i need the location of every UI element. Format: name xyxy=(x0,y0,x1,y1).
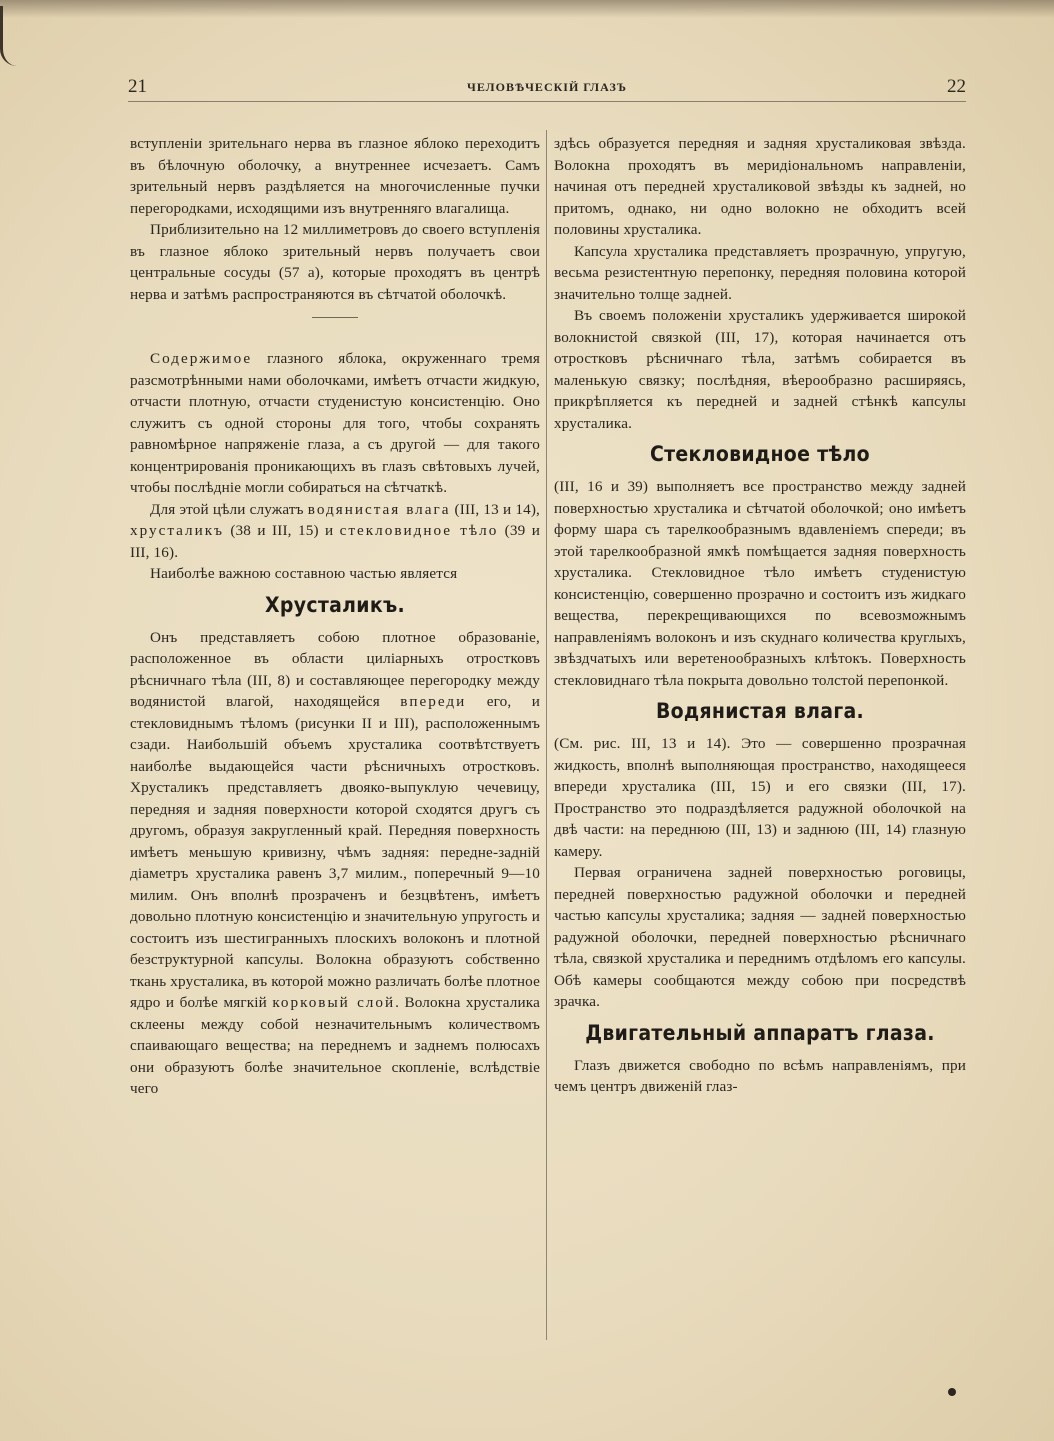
emphasis: корковый слой xyxy=(272,994,396,1011)
paragraph: Первая ограничена задней поверхностью роговицы, передней поверхностью радужной оболочки и передней частью капсулы хрусталика; задняя — задней поверхностью радужной оболочки, передней поверхностью рѣсничнаго тѣла, связкой хрусталика и переднимъ отдѣломъ его капсулы. Обѣ камеры сообщаются между собою при посредствѣ зрачка. xyxy=(554,864,966,1010)
page-header xyxy=(128,74,966,104)
text: Онъ представляетъ собою плотное образованіе, расположенное въ области циліарныхъ отростковъ рѣсничнаго тѣла (III, 8) и составляющее перегородку между водянистой влагой, находящейся xyxy=(130,628,540,710)
emphasis: хрусталикъ xyxy=(130,522,224,539)
ink-spot xyxy=(948,1388,956,1396)
paragraph: Капсула хрусталика представляетъ прозрачную, упругую, весьма резистентную перепонку, передняя половина которой значительно толще задней. xyxy=(554,242,966,303)
paragraph xyxy=(130,348,540,499)
emphasis: водянистая влага xyxy=(307,500,451,518)
text: (38 и III, 15) и xyxy=(223,522,340,539)
paragraph xyxy=(130,499,540,564)
paragraph: (III, 16 и 39) выполняетъ все пространство между задней поверхностью хрусталика и сѣтчатой оболочкой; оно имѣетъ форму шара съ тарелкообразнымъ вдавленіемъ спереди; въ этой тарелкообразной ямкѣ помѣщается задняя поверхность хрусталика. Стекловидное тѣло имѣетъ студенистую консистенцію, совершенно прозрачно и состоитъ изъ жидкаго вещества, перекрещивающихся по всевозможнымъ направленіямъ волоконъ и изъ скуднаго количества круглыхъ, звѣздчатыхъ или веретенообразныхъ клѣтокъ. Поверхность стекловиднаго тѣла покрыта довольно толстой перепонкой. xyxy=(554,478,966,689)
emphasis: стекловидное тѣло xyxy=(339,522,499,539)
text: его, и стекловиднымъ тѣломъ (рисунки II и III), расположеннымъ сзади. Наибольшій объемъ хрусталика соотвѣтствуетъ наиболѣе выдающейся части рѣсничныхъ отростковъ. Хрусталикъ представляетъ двояко-выпуклую чечевицу, передняя и задняя поверхности которой сходятся другъ съ другомъ, образуя закругленный край. Передняя поверхность имѣетъ меньшую кривизну, чѣмъ задняя: передне-задній діаметръ хрусталика равенъ 3,7 милим., поперечный 9—10 милим. Онъ вполнѣ прозраченъ и безцвѣтенъ, имѣетъ довольно плотную консистенцію и значительную упругость и состоитъ изъ шестигранныхъ плоскихъ волоконъ и плотной безструктурной капсулы. Волокна образуютъ собственно ткань хрусталика, въ которой можно различать болѣе плотное ядро и болѣе мягкій xyxy=(130,693,540,1011)
paragraph: (См. рис. III, 13 и 14). Это — совершенно прозрачная жидкость, вполнѣ выполняющая пространство, находящееся впереди хрусталика (III, 15) и его связки (III, 17). Пространство это подраздѣляется радужной оболочкой на двѣ части: на переднюю (III, 13) и заднюю (III, 14) глазную камеру. xyxy=(554,735,966,860)
text: (III, 13 и 14), xyxy=(450,500,540,518)
section-heading-motor: Двигательный аппаратъ глаза. xyxy=(585,1020,935,1045)
paragraph: вступленіи зрительнаго нерва въ глазное яблоко переходитъ въ бѣлочную оболочку, а внутреннее исчезаетъ. Самъ зрительный нервъ раздѣляется на многочисленные пучки перегородками, исходящими изъ внутренняго влагалища. xyxy=(130,135,540,217)
page-top-shadow xyxy=(0,0,1054,18)
paragraph: Глазъ движется свободно по всѣмъ направленіямъ, при чемъ центръ движеній глаз- xyxy=(554,1056,966,1095)
column-divider xyxy=(546,130,547,1340)
text: Для этой цѣли служатъ xyxy=(150,500,308,518)
paragraph: Приблизительно на 12 миллиметровъ до своего вступленія въ глазное яблоко зрительный нервъ получаетъ свои центральные сосуды (57 а), которые проходятъ въ центрѣ нерва и затѣмъ распространяются въ сѣтчатой оболочкѣ. xyxy=(130,221,540,303)
section-heading-lens: Хрусталикъ. xyxy=(265,592,405,617)
running-title: ЧЕЛОВѢЧЕСКІЙ ГЛАЗЪ xyxy=(467,80,627,94)
right-column xyxy=(554,133,966,1098)
paragraph: Наиболѣе важною составною частью является xyxy=(150,565,458,582)
section-rule xyxy=(312,317,358,318)
section-heading-aqueous: Водянистая влага. xyxy=(655,699,865,723)
text: глазного яблока, окруженнаго тремя разсмотрѣнными нами оболочками, имѣетъ отчасти жидкую, отчасти плотную, отчасти студенистую консистенцію. Оно служитъ съ одной стороны для того, чтобы сохранять равномѣрное напряженіе глаза, а съ другой — для такого концентрированія проникающихъ въ глазъ свѣтовыхъ лучей, чтобы послѣдніе могли собираться на сѣтчаткѣ. xyxy=(130,350,540,496)
left-column xyxy=(130,133,540,1100)
paragraph: здѣсь образуется передняя и задняя хрусталиковая звѣзда. Волокна проходятъ въ меридіональномъ направленіи, начиная отъ передней хрусталиковой звѣзды къ задней, но притомъ, однако, ни одно волокно не обходитъ всей половины хрусталика. xyxy=(554,135,966,238)
emphasis: впереди xyxy=(400,693,467,710)
text: . Волокна хрусталика склеены между собой незначительнымъ количествомъ спаивающаго вещества; на переднемъ и заднемъ полюсахъ они образуютъ болѣе значительное скопленіе, вслѣдствіе чего xyxy=(130,994,540,1097)
page-number-left: 21 xyxy=(128,76,147,97)
header-rule xyxy=(128,101,966,102)
emphasis: Содержимое xyxy=(150,350,253,367)
text: (39 и III, 16). xyxy=(130,522,540,561)
page-edge-crease xyxy=(0,6,17,66)
page-number-right: 22 xyxy=(947,76,966,97)
paragraph: Въ своемъ положеніи хрусталикъ удерживается широкой волокнистой связкой (III, 17), которая начинается отъ отростковъ рѣсничнаго тѣла, затѣмъ собирается въ маленькую связку; послѣдняя, вѣерообразно расширяясь, прикрѣпляется къ передней и задней стѣнкѣ капсулы хрусталика. xyxy=(554,307,966,432)
paragraph xyxy=(130,627,540,1100)
section-heading-vitreous: Стекловидное тѣло xyxy=(650,442,870,466)
